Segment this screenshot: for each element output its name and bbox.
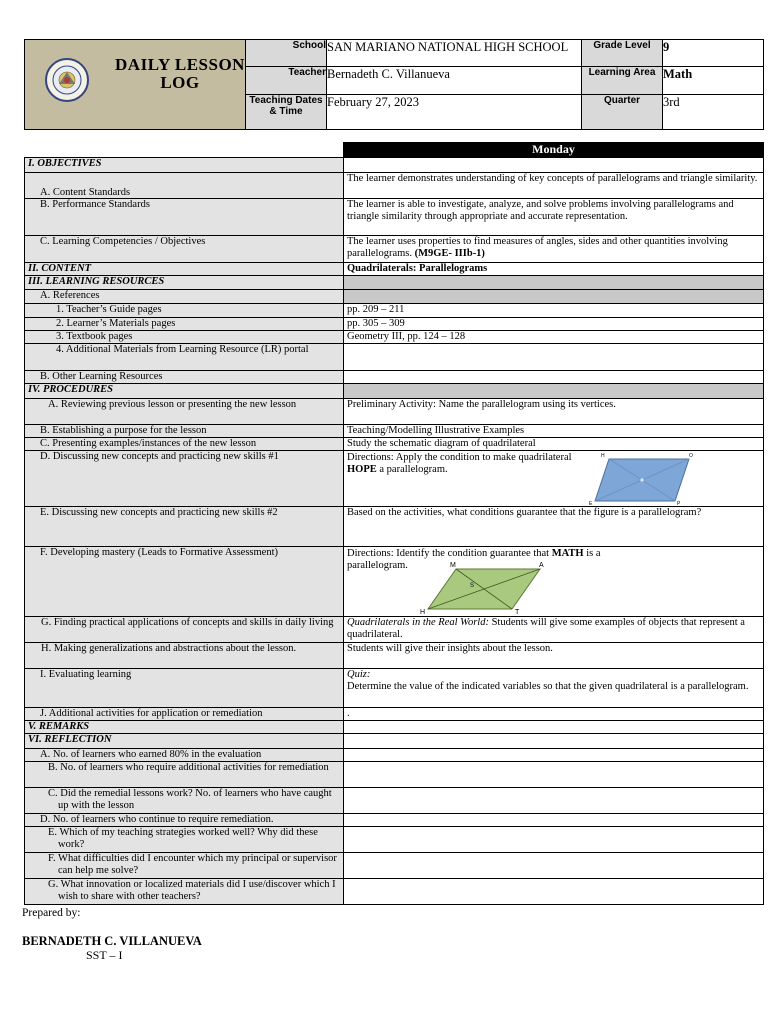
procedure-g-text: Students will give some examples of objects that represent a quadrilateral.: [347, 617, 745, 640]
school-label: School: [246, 40, 327, 67]
learning-area-value: Math: [663, 67, 764, 94]
reflection-e-value: [344, 827, 764, 853]
learners-materials-value: pp. 305 – 309: [344, 318, 764, 331]
procedure-c-label: C. Presenting examples/instances of the new lesson: [25, 438, 344, 451]
learning-area-label: Learning Area: [582, 67, 663, 94]
grade-level-value: 9: [663, 40, 764, 67]
vertex-e: E: [589, 501, 593, 505]
additional-materials-label: 4. Additional Materials from Learning Resource (LR) portal: [25, 344, 344, 371]
procedure-c-value: Study the schematic diagram of quadrilateral: [344, 438, 764, 451]
procedure-g-label: G. Finding practical applications of concepts and skills in daily living: [25, 617, 344, 643]
learners-materials-label: 2. Learner’s Materials pages: [25, 318, 344, 331]
procedures-heading-blank: [344, 384, 764, 399]
procedure-d-hope: HOPE: [347, 463, 377, 475]
content-value: Quadrilaterals: Parallelograms: [344, 263, 764, 276]
quarter-value: 3rd: [663, 94, 764, 129]
reflection-a-value: [344, 749, 764, 762]
performance-standards-label: B. Performance Standards: [25, 199, 344, 236]
remarks-value: [344, 721, 764, 734]
preparer-position: SST – I: [86, 948, 123, 962]
resources-heading: III. LEARNING RESOURCES: [25, 276, 344, 290]
procedure-f-text-pre: Directions: Identify the condition guarantee that: [347, 548, 550, 559]
resources-heading-blank: [344, 276, 764, 290]
reflection-a-label: A. No. of learners who earned 80% in the evaluation: [25, 749, 344, 762]
procedure-h-value: Students will give their insights about the lesson.: [344, 643, 764, 669]
procedure-g-value: [344, 617, 764, 643]
vertex-o: O: [689, 453, 693, 459]
reflection-d-value: [344, 814, 764, 827]
procedure-d-text-pre: Directions: Apply the condition to make quadrilateral: [347, 452, 572, 463]
other-resources-value: [344, 371, 764, 384]
preparer-name: BERNADETH C. VILLANUEVA: [22, 934, 202, 948]
textbook-value: Geometry III, pp. 124 – 128: [344, 331, 764, 344]
teachers-guide-value: pp. 209 – 211: [344, 304, 764, 318]
references-blank: [344, 290, 764, 304]
teaching-date-value: February 27, 2023: [327, 94, 582, 129]
procedure-i-value: [344, 669, 764, 708]
reflection-c-value: [344, 788, 764, 814]
competencies-label: C. Learning Competencies / Objectives: [25, 236, 344, 263]
reflection-g-label: G. What innovation or localized materials did I use/discover which I wish to share with other teachers?: [25, 879, 344, 905]
reflection-f-value: [344, 853, 764, 879]
teaching-dates-label: Teaching Dates & Time: [246, 94, 327, 129]
procedure-b-value: Teaching/Modelling Illustrative Examples: [344, 425, 764, 438]
reflection-c-label: C. Did the remedial lessons work? No. of learners who have caught up with the lesson: [25, 788, 344, 814]
additional-materials-value: [344, 344, 764, 371]
procedure-h-label: H. Making generalizations and abstractions about the lesson.: [25, 643, 344, 669]
procedure-b-label: B. Establishing a purpose for the lesson: [25, 425, 344, 438]
header-table: [24, 39, 764, 130]
teacher-label: Teacher: [246, 67, 327, 94]
remarks-heading: V. REMARKS: [25, 721, 344, 734]
procedure-f-label: F. Developing mastery (Leads to Formative Assessment): [25, 547, 344, 617]
procedure-d-value: [344, 451, 764, 507]
lesson-log-table: [24, 142, 764, 905]
competencies-value: [344, 236, 764, 263]
hope-parallelogram-figure: [585, 451, 695, 505]
reflection-g-value: [344, 879, 764, 905]
day-header: Monday: [344, 143, 764, 158]
procedure-a-label: A. Reviewing previous lesson or presenting the new lesson: [25, 399, 344, 425]
vertex-h: H: [601, 453, 605, 459]
vertex-h: H: [420, 609, 426, 615]
quarter-label: Quarter: [582, 94, 663, 129]
competencies-text: The learner uses properties to find measures of angles, sides and other quantities involving parallelograms.: [347, 236, 728, 259]
objectives-blank: [344, 158, 764, 173]
reflection-e-label: E. Which of my teaching strategies worked well? Why did these work?: [25, 827, 344, 853]
blank-corner: [25, 143, 344, 158]
teacher-value: Bernadeth C. Villanueva: [327, 67, 582, 94]
vertex-m: M: [450, 562, 456, 569]
procedure-d-text-post: a parallelogram.: [379, 463, 448, 475]
procedure-d-label: D. Discussing new concepts and practicing new skills #1: [25, 451, 344, 507]
vertex-t: T: [515, 609, 520, 615]
objectives-heading: I. OBJECTIVES: [25, 158, 344, 173]
math-parallelogram-figure: [418, 561, 548, 615]
procedure-i-text: Determine the value of the indicated variables so that the given quadrilateral is a parallelogram.: [347, 680, 749, 692]
page-title: DAILY LESSON LOG: [115, 55, 245, 92]
content-heading: II. CONTENT: [25, 263, 344, 276]
textbook-label: 3. Textbook pages: [25, 331, 344, 344]
reflection-f-label: F. What difficulties did I encounter which my principal or supervisor can help me solve?: [25, 853, 344, 879]
logo-cell: [25, 40, 246, 130]
procedure-e-value: Based on the activities, what conditions guarantee that the figure is a parallelogram?: [344, 507, 764, 547]
vertex-p: P: [677, 501, 681, 505]
procedure-i-italic: Quiz:: [347, 669, 371, 680]
deped-seal-icon: [45, 58, 89, 102]
reflection-d-label: D. No. of learners who continue to require remediation.: [25, 814, 344, 827]
procedure-f-text-post: is a parallelogram.: [347, 548, 601, 571]
content-standards-label: A. Content Standards: [25, 173, 344, 199]
references-label: A. References: [25, 290, 344, 304]
procedure-j-label: J. Additional activities for application or remediation: [25, 708, 344, 721]
reflection-b-label: B. No. of learners who require additional activities for remediation: [25, 762, 344, 788]
point-s: S: [470, 583, 475, 589]
procedure-e-label: E. Discussing new concepts and practicing new skills #2: [25, 507, 344, 547]
content-standards-value: The learner demonstrates understanding of key concepts of parallelograms and triangle similarity.: [344, 173, 764, 199]
other-resources-label: B. Other Learning Resources: [25, 371, 344, 384]
procedures-heading: IV. PROCEDURES: [25, 384, 344, 399]
procedure-i-label: I. Evaluating learning: [25, 669, 344, 708]
procedure-a-value: Preliminary Activity: Name the parallelogram using its vertices.: [344, 399, 764, 425]
procedure-j-value: .: [344, 708, 764, 721]
school-value: SAN MARIANO NATIONAL HIGH SCHOOL: [327, 40, 582, 67]
reflection-b-value: [344, 762, 764, 788]
grade-level-label: Grade Level: [582, 40, 663, 67]
prepared-by-label: Prepared by:: [22, 907, 81, 919]
reflection-heading: VI. REFLECTION: [25, 734, 344, 749]
reflection-blank: [344, 734, 764, 749]
procedure-g-italic: Quadrilaterals in the Real World:: [347, 617, 489, 628]
procedure-f-math: MATH: [551, 548, 584, 559]
vertex-a: A: [539, 562, 544, 569]
performance-standards-value: The learner is able to investigate, analyze, and solve problems involving parallelograms and triangle similarity through appropriate and accurate representation.: [344, 199, 764, 236]
competencies-code: (M9GE- IIIb-1): [414, 247, 485, 259]
procedure-f-value: [344, 547, 764, 617]
teachers-guide-label: 1. Teacher’s Guide pages: [25, 304, 344, 318]
